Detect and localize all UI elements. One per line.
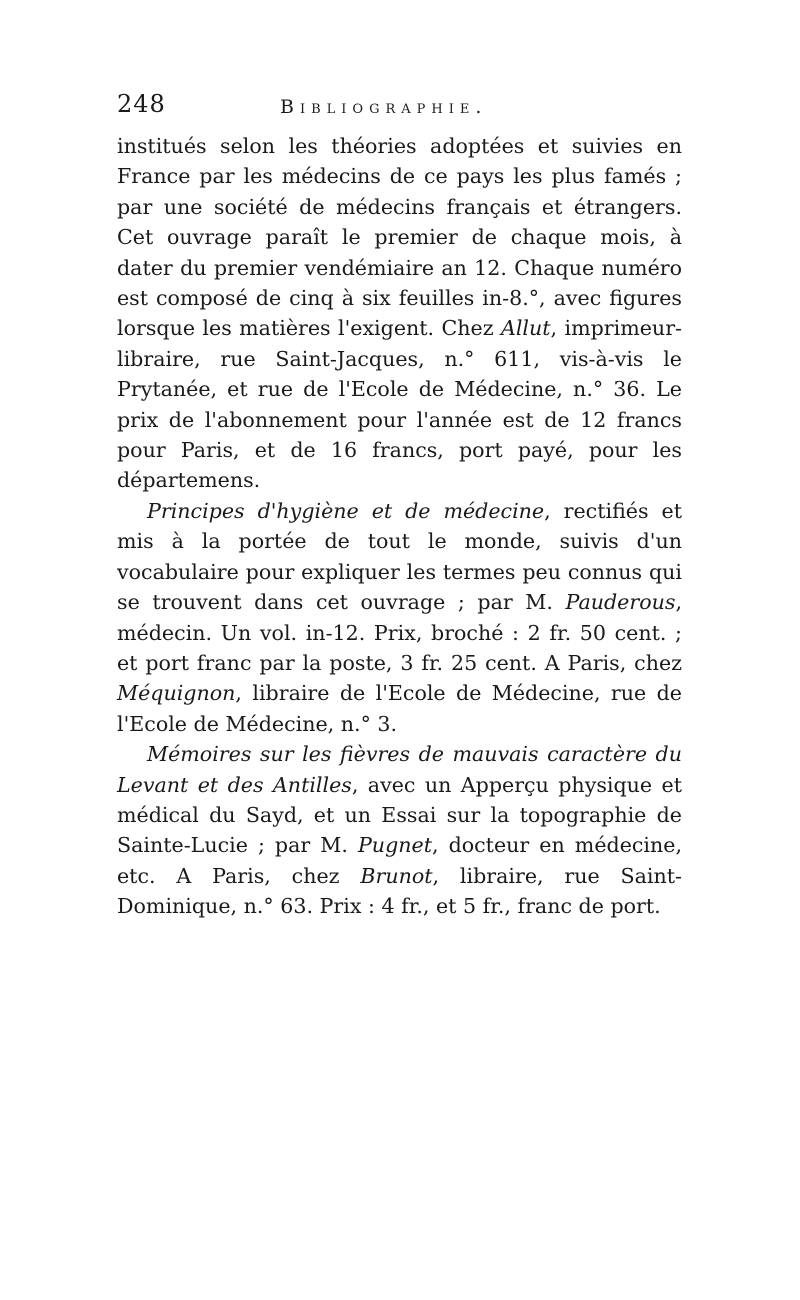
text-segment: , médecin. Un vol. in-12. Prix, broché : 2 fr. 50 cent. ; et port franc par la poste, 3 fr. 25 cent. A Paris, chez bbox=[117, 590, 682, 675]
page-header bbox=[117, 90, 677, 130]
text-segment: , libraire de l'Ecole de Médecine, rue de l'Ecole de Médecine, n.° 3. bbox=[117, 681, 682, 736]
paragraph-hygiene-entry bbox=[117, 496, 682, 739]
text-segment: , libraire, rue Saint-Dominique, n.° 63. Prix : 4 fr., et 5 fr., franc de port. bbox=[117, 863, 682, 919]
paragraph-fevers-entry bbox=[117, 739, 682, 921]
publisher-name: Brunot bbox=[360, 863, 433, 888]
text-segment: , avec un Apperçu physique et médical du Sayd, et un Essai sur la topographie de Sainte-Lucie ; par M. bbox=[117, 772, 682, 858]
running-head: Bibliographie. bbox=[280, 96, 488, 118]
publisher-name: Méquignon bbox=[117, 681, 236, 706]
book-title: Principes d'hygiène et de médecine bbox=[147, 498, 545, 523]
text-segment: , imprimeur-libraire, rue Saint-Jacques, n.° 611, vis-à-vis le Prytanée, et rue de l'Ecole de Médecine, n.° 36. Le prix de l'abonnement pour l'année est de 12 francs pour Paris, et de 16 francs, port payé, pour les départemens. bbox=[117, 316, 682, 493]
author-name: Pugnet bbox=[357, 833, 432, 858]
publisher-name: Allut bbox=[500, 316, 551, 341]
paragraph-journal-notice bbox=[117, 131, 682, 496]
author-name: Pauderous bbox=[565, 590, 676, 615]
text-segment: , docteur en médecine, etc. A Paris, chez bbox=[117, 833, 682, 888]
page-number: 248 bbox=[117, 90, 166, 118]
text-segment: , rectifiés et mis à la portée de tout le monde, suivis d'un vocabulaire pour expliquer les termes peu connus qui se trouvent dans cet ouvrage ; par M. bbox=[117, 498, 682, 615]
book-title: Mémoires sur les fièvres de mauvais caractère du Levant et des Antilles bbox=[117, 742, 682, 797]
text-segment: institués selon les théories adoptées et suivies en France par les médecins de ce pays les plus famés ; par une société de médecins français et étrangers. Cet ouvrage paraît le premier de chaque mois, à dater du premier vendémiaire an 12. Chaque numéro est composé de cinq à six feuilles in-8.°, avec figures lorsque les matières l'exigent. Chez bbox=[117, 134, 682, 341]
body-text bbox=[117, 131, 682, 922]
